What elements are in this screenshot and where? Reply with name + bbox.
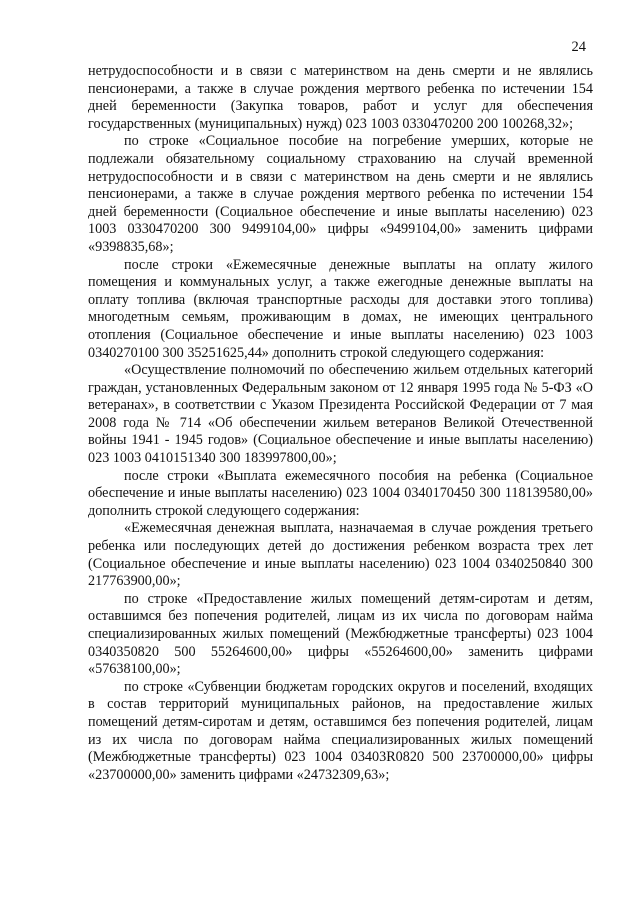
paragraph-4: «Осуществление полномочий по обеспечению жильем отдельных категорий граждан, установленных Федеральным законом от 12 января 1995 года № 5-ФЗ «О ветеранах», в соответствии с Указом Президента Российской Федерации от 7 мая 2008 года № 714 «Об обеспечении жильем ветеранов Великой Отечественной войны 1941 - 1945 годов» (Социальное обеспечение и иные выплаты населению) 023 1003 0410151340 300 183997800,00»; [88,362,593,467]
paragraph-7: по строке «Предоставление жилых помещений детям-сиротам и детям, оставшимся без попечения родителей, лицам из их числа по договорам найма специализированных жилых помещений (Межбюджетные трансферты) 023 1004 0340350820 500 55264600,00» цифры «55264600,00» заменить цифрами «57638100,00»; [88,590,593,678]
paragraph-1: нетрудоспособности и в связи с материнством на день смерти и не являлись пенсионерами, а также в случае рождения мертвого ребенка по истечении 154 дней беременности (Закупка товаров, работ и услуг для обеспечения государственных (муниципальных) нужд) 023 1003 0330470200 200 100268,32»; [88,63,593,132]
document-body [88,63,593,784]
page-number: 24 [571,39,586,55]
paragraph-6: «Ежемесячная денежная выплата, назначаемая в случае рождения третьего ребенка или последующих детей до достижения ребенком возраста трех лет (Социальное обеспечение и иные выплаты населению) 023 1004 0340250840 300 217763900,00»; [88,520,593,590]
paragraph-2: по строке «Социальное пособие на погребение умерших, которые не подлежали обязательному социальному страхованию на случай временной нетрудоспособности и в связи с материнством на день смерти и не являлись пенсионерами, а также в случае рождения мертвого ребенка по истечении 154 дней беременности (Социальное обеспечение и иные выплаты населению) 023 1003 0330470200 300 9499104,00» цифры «9499104,00» заменить цифрами «9398835,68»; [88,133,593,255]
paragraph-3: после строки «Ежемесячные денежные выплаты на оплату жилого помещения и коммунальных услуг, а также ежегодные денежные выплаты на оплату топлива (включая транспортные расходы для доставки этого топлива) многодетным семьям, проживающим в домах, не имеющих центрального отопления (Социальное обеспечение и иные выплаты населению) 023 1003 0340270100 300 35251625,44» дополнить строкой следующего содержания: [88,256,593,361]
paragraph-8: по строке «Субвенции бюджетам городских округов и поселений, входящих в состав территорий муниципальных районов, на предоставление жилых помещений детям-сиротам и детям, оставшимся без попечения родителей, лицам из их числа по договорам найма специализированных жилых помещений (Межбюджетные трансферты) 023 1004 03403R0820 500 23700000,00» цифры «23700000,00» заменить цифрами «24732309,63»; [88,678,593,783]
paragraph-5: после строки «Выплата ежемесячного пособия на ребенка (Социальное обеспечение и иные выплаты населению) 023 1004 0340170450 300 118139580,00» дополнить строкой следующего содержания: [88,467,593,519]
